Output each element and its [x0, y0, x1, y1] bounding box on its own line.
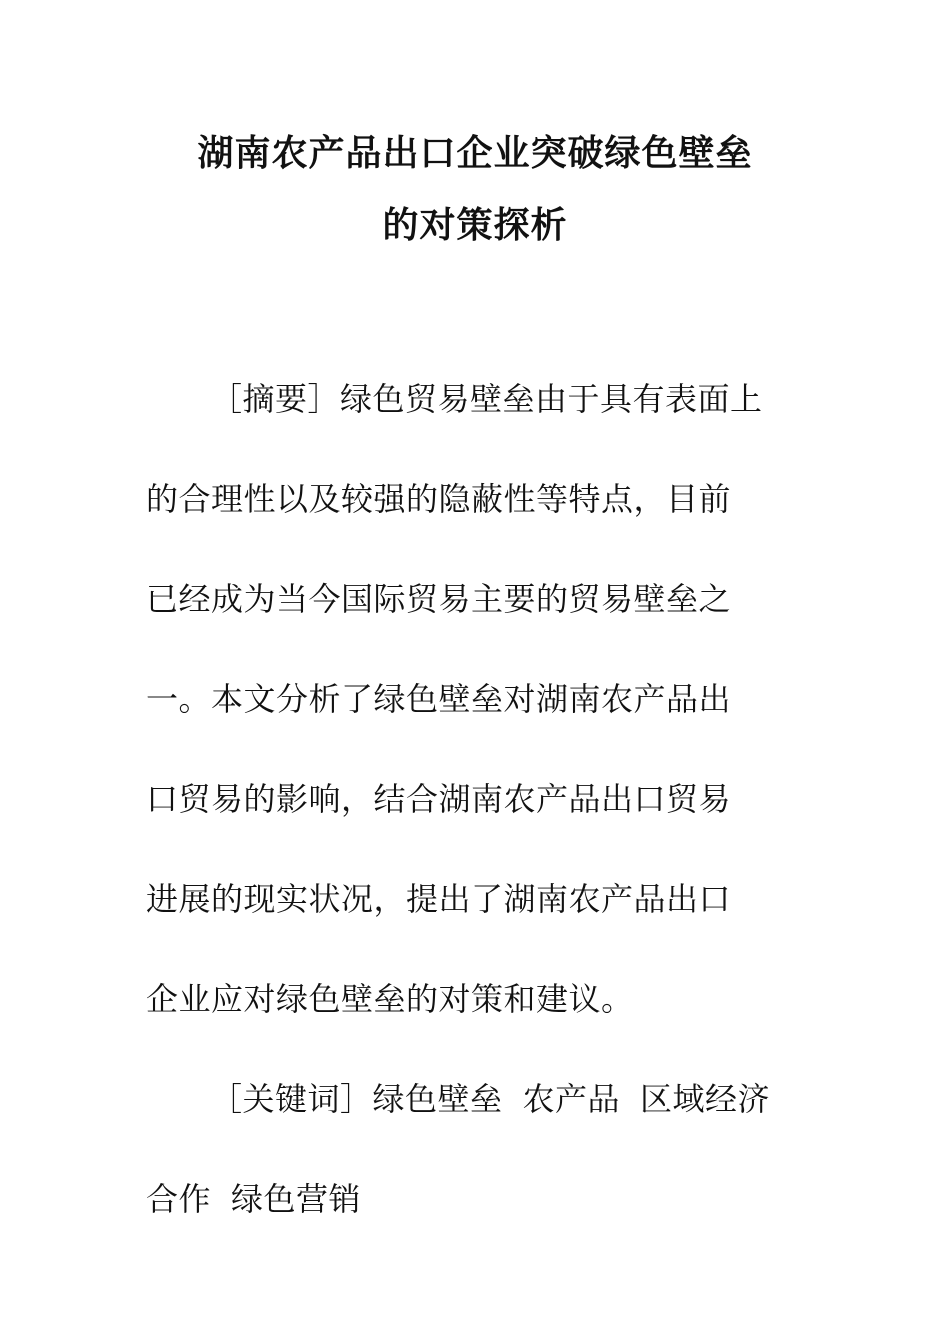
abstract-line-5: 口贸易的影响，结合湖南农产品出口贸易	[146, 780, 732, 818]
keyword-4: 合作	[146, 1180, 212, 1218]
keyword-2: 农产品	[522, 1080, 621, 1118]
title-line-2: 的对策探析	[382, 205, 568, 246]
abstract-line-6: 进展的现实状况，提出了湖南农产品出口	[146, 880, 732, 918]
abstract-line-1	[210, 374, 870, 424]
abstract-line-7: 企业应对绿色壁垒的对策和建议。	[146, 980, 634, 1018]
keyword-3: 区域经济	[640, 1080, 771, 1118]
document-title	[140, 118, 810, 262]
abstract-line-4: 一。本文分析了绿色壁垒对湖南农产品出	[146, 680, 732, 718]
abstract-text-1: 绿色贸易壁垒由于具有表面上	[340, 380, 763, 418]
keyword-5: 绿色营销	[231, 1180, 362, 1218]
keyword-1: 绿色壁垒	[372, 1080, 503, 1118]
keywords-line-1	[210, 1074, 870, 1124]
abstract-line-2: 的合理性以及较强的隐蔽性等特点，目前	[146, 480, 732, 518]
abstract-label: ［摘要］	[210, 380, 341, 418]
abstract-line-3: 已经成为当今国际贸易主要的贸易壁垒之	[146, 580, 732, 618]
title-line-1: 湖南农产品出口企业突破绿色壁垒	[197, 133, 753, 174]
keywords-label: ［关键词］	[210, 1080, 373, 1118]
keywords-line-2	[146, 1174, 806, 1224]
